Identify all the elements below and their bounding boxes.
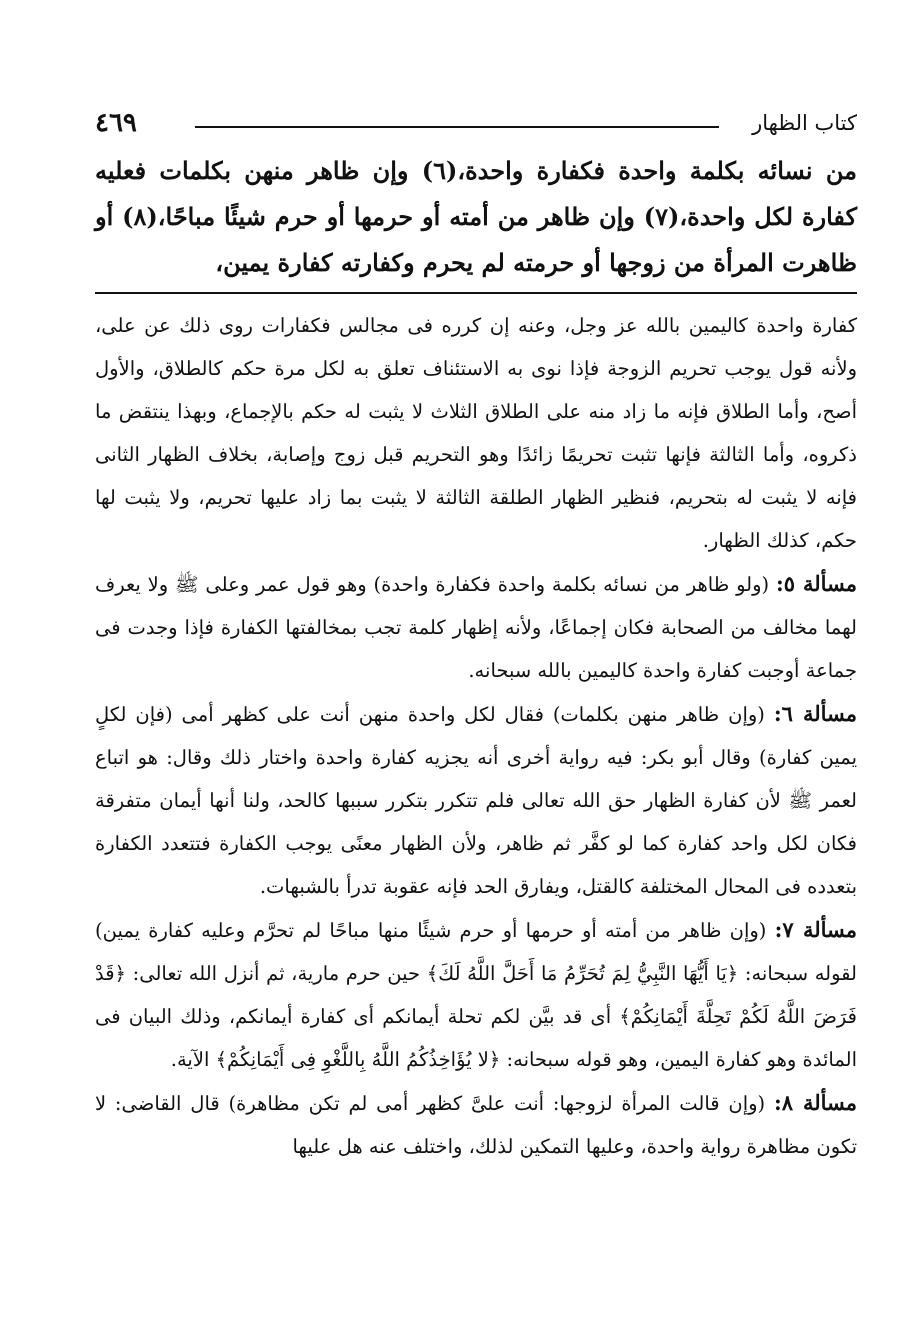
header-rule [195, 126, 719, 128]
issue-8 [95, 1081, 857, 1168]
commentary [95, 304, 857, 1168]
issue-text: (وإن قالت المرأة لزوجها: أنت علىَّ كظهر أمى لم تكن مظاهرة) قال القاضى: لا تكون مظاهرة رواية واحدة، وعليها التمكين لذلك، واختلف عنه هل عليها [95, 1092, 857, 1158]
commentary-intro: كفارة واحدة كاليمين بالله عز وجل، وعنه إن كرره فى مجالس فكفارات روى ذلك عن على، ولأنه قول يوجب تحريم الزوجة فإذا نوى به الاستئناف تعلق به لكل مرة حكم كالطلاق، والأول أصح، وأما الطلاق فإنه ما زاد منه على الطلاق الثلاث لا يثبت له حكم بالإجماع، وبهذا ينتقض ما ذكروه، وأما الثالثة فإنها تثبت تحريمًا زائدًا وهو التحريم قبل زوج وإصابة، بخلاف الظهار الثانى فإنه لا يثبت له بتحريم، فنظير الظهار الطلقة الثالثة لا يثبت بما زاد عليها تحريم، ولا يثبت لها حكم، كذلك الظهار. [95, 314, 857, 552]
main-text: من نسائه بكلمة واحدة فكفارة واحدة،(٦) وإن ظاهر منهن بكلمات فعليه كفارة لكل واحدة،(٧) وإن ظاهر من أمته أو حرمها أو حرم شيئًا مباحًا،(٨) أو ظاهرت المرأة من زوجها أو حرمته لم يحرم وكفارته كفارة يمين، [95, 156, 857, 277]
issue-text: (وإن ظاهر منهن بكلمات) فقال لكل واحدة منهن أنت على كظهر أمى (فإن لكلٍ يمين كفارة) وقال أبو بكر: فيه رواية أخرى أنه يجزيه كفارة واحدة واختار ذلك وقال: هو اتباع لعمر ﷺ لأن كفارة الظهار حق الله تعالى فلم تتكرر بتكرر سببها كالحد، ولنا أنها أيمان متفرقة فكان لكل واحد كفارة كما لو كفَّر ثم ظاهر، ولأن الظهار معنًى يوجب الكفارة فتتعدد الكفارة بتعدده فى المحال المختلفة كالقتل، ويفارق الحد فإنه عقوبة تدرأ بالشبهات. [95, 703, 857, 898]
issue-6 [95, 692, 857, 908]
issue-5 [95, 562, 857, 692]
issue-label: مسألة ٧: [774, 917, 857, 942]
page-number: ٤٦٩ [95, 108, 137, 138]
issue-label: مسألة ٨: [773, 1090, 857, 1115]
page-header [95, 108, 857, 148]
issue-label: مسألة ٦: [773, 701, 857, 726]
issue-text: (وإن ظاهر من أمته أو حرمها أو حرم شيئًا منها مباحًا لم تحرَّم وعليه كفارة يمين) لقوله سبحانه: ﴿يَا أَيُّهَا النَّبِيُّ لِمَ تُحَرِّمُ مَا أَحَلَّ اللَّهُ لَكَ﴾ حين حرم مارية، ثم أنزل الله تعالى: ﴿قَدْ فَرَضَ اللَّهُ لَكُمْ تَحِلَّةَ أَيْمَانِكُمْ﴾ أى قد بيَّن لكم تحلة أيمانكم أى كفارة أيمانكم، وذلك البيان فى المائدة وهو كفارة اليمين، وهو قوله سبحانه: ﴿لا يُؤَاخِذُكُمُ اللَّهُ بِاللَّغْوِ فِى أَيْمَانِكُمْ﴾ الآية. [95, 919, 857, 1071]
issue-text: (ولو ظاهر من نسائه بكلمة واحدة فكفارة واحدة) وهو قول عمر وعلى ﷺ ولا يعرف لهما مخالف من الصحابة فكان إجماعًا، ولأنه إظهار كلمة تجب بمخالفتها الكفارة فإذا وجدت فى جماعة أوجبت كفارة واحدة كاليمين بالله سبحانه. [95, 573, 857, 682]
issue-7 [95, 908, 857, 1081]
section-divider [95, 292, 857, 294]
running-title: كتاب الظهار [752, 111, 857, 135]
issue-label: مسألة ٥: [775, 571, 857, 596]
